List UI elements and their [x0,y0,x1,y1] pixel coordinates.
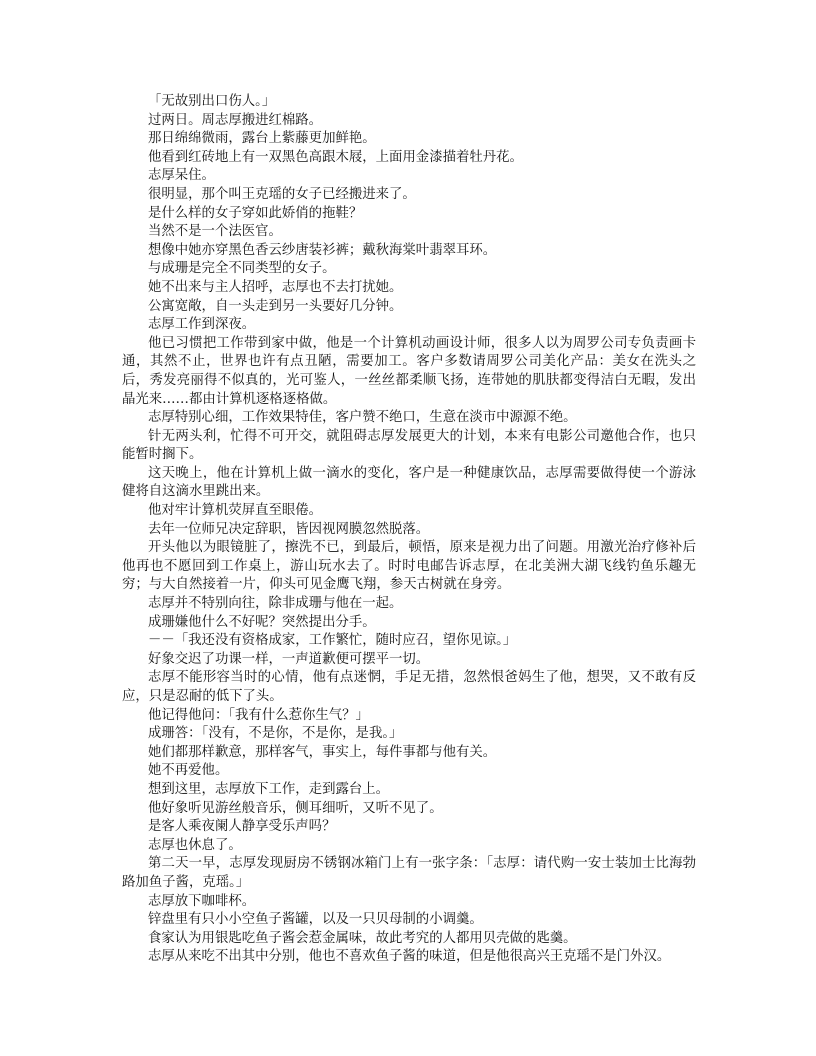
paragraph: 「无故别出口伤人。」 [148,94,276,109]
paragraph: 志厚放下咖啡杯。 [148,893,256,909]
paragraph: 好象交迟了功课一样，一声道歉便可摆平一切。 [148,651,430,667]
paragraph: 她不出来与主人招呼，志厚也不去打扰她。 [148,279,403,295]
paragraph: 很明显，那个叫王克瑶的女子已经搬进来了。 [148,186,416,202]
paragraph: 志厚不能形容当时的心情，他有点迷惘，手足无措，忽然恨爸妈生了他，想哭，又不敢有反应，只是忍耐的低下了头。 [122,670,696,704]
paragraph: 是什么样的女子穿如此娇俏的拖鞋？ [148,205,363,221]
paragraph: 志厚呆住。 [148,168,215,184]
paragraph: 这天晚上，他在计算机上做一滴水的变化，客户是一种健康饮品，志厚需要做得使一个游泳健将自这滴水里跳出来。 [122,465,696,500]
paragraph: 她不再爱他。 [148,763,229,779]
paragraph: 志厚并不特别向往，除非成珊与他在一起。 [148,596,403,612]
paragraph: 第二天一早，志厚发现厨房不锈钢冰箱门上有一张字条：「志厚：请代购一安士装加士比海勃路加鱼子酱，克瑶。」 [122,856,696,890]
document-body [122,93,696,967]
paragraph: 与成珊是完全不同类型的女子。 [148,261,336,277]
paragraph: 志厚也休息了。 [148,837,242,853]
paragraph: 想像中她亦穿黑色香云纱唐装衫裤；戴秋海棠叶翡翠耳环。 [148,242,497,258]
paragraph: 他看到红砖地上有一双黑色高跟木屐，上面用金漆描着牡丹花。 [148,149,523,165]
paragraph: 他对牢计算机荧屏直至眼倦。 [148,503,323,519]
paragraph: 开头他以为眼镜脏了，擦洗不已，到最后，顿悟，原来是视力出了问题。用激光治疗修补后他再也不愿回到工作桌上，游山玩水去了。时时电邮告诉志厚，在北美洲大湖飞线钓鱼乐趣无穷；与大自然接着一片，仰头可见金鹰飞翔，参天古树就在身旁。 [122,540,696,593]
paragraph: 志厚工作到深夜。 [148,317,256,333]
paragraph: 公寓宽敞，自一头走到另一头要好几分钟。 [148,298,403,314]
paragraph: 志厚从来吃不出其中分别，他也不喜欢鱼子酱的味道，但是他很高兴王克瑶不是门外汉。 [148,949,671,965]
paragraph: 志厚特别心细，工作效果特佳，客户赞不绝口，生意在淡市中源源不绝。 [148,410,577,426]
paragraph: 去年一位师兄决定辞职，皆因视网膜忽然脱落。 [148,521,430,537]
paragraph: 锌盘里有只小小空鱼子酱罐，以及一只贝母制的小调羹。 [148,912,483,928]
paragraph: 想到这里，志厚放下工作，走到露台上。 [148,781,390,797]
paragraph: 针无两头利，忙得不可开交，就阻碍志厚发展更大的计划，本来有电影公司邀他合作，也只能暂时搁下。 [122,428,696,463]
paragraph: 当然不是一个法医官。 [148,224,282,240]
paragraph: 他已习惯把工作带到家中做，他是一个计算机动画设计师，很多人以为周罗公司专负责画卡通，其然不止，世界也许有点丑陋，需要加工。客户多数请周罗公司美化产品：美女在洗头之后，秀发亮丽得不似真的，光可鉴人，一丝丝都柔顺飞扬，连带她的肌肤都变得洁白无暇，发出晶光来……都由计算机逐格逐格做。 [122,335,696,407]
paragraph: 她们都那样歉意，那样客气，事实上，每件事都与他有关。 [148,744,497,760]
paragraph: 他好象听见游丝般音乐，侧耳细听，又听不见了。 [148,800,443,816]
paragraph: 他记得他问：「我有什么惹你生气？」 [148,707,369,723]
paragraph: 成珊嫌他什么不好呢？突然提出分手。 [148,614,376,630]
paragraph: 过两日。周志厚搬进红棉路。 [148,112,323,128]
paragraph: 成珊答：「没有，不是你，不是你，是我。」 [148,726,403,742]
paragraph: －－「我还没有资格成家，工作繁忙，随时应召，望你见谅。」 [148,633,517,649]
paragraph: 那日绵绵微雨，露台上紫藤更加鲜艳。 [148,131,376,147]
paragraph: 是客人乘夜阑人静享受乐声吗？ [148,819,336,835]
paragraph: 食家认为用银匙吃鱼子酱会惹金属味，故此考究的人都用贝壳做的匙羹。 [148,930,577,946]
